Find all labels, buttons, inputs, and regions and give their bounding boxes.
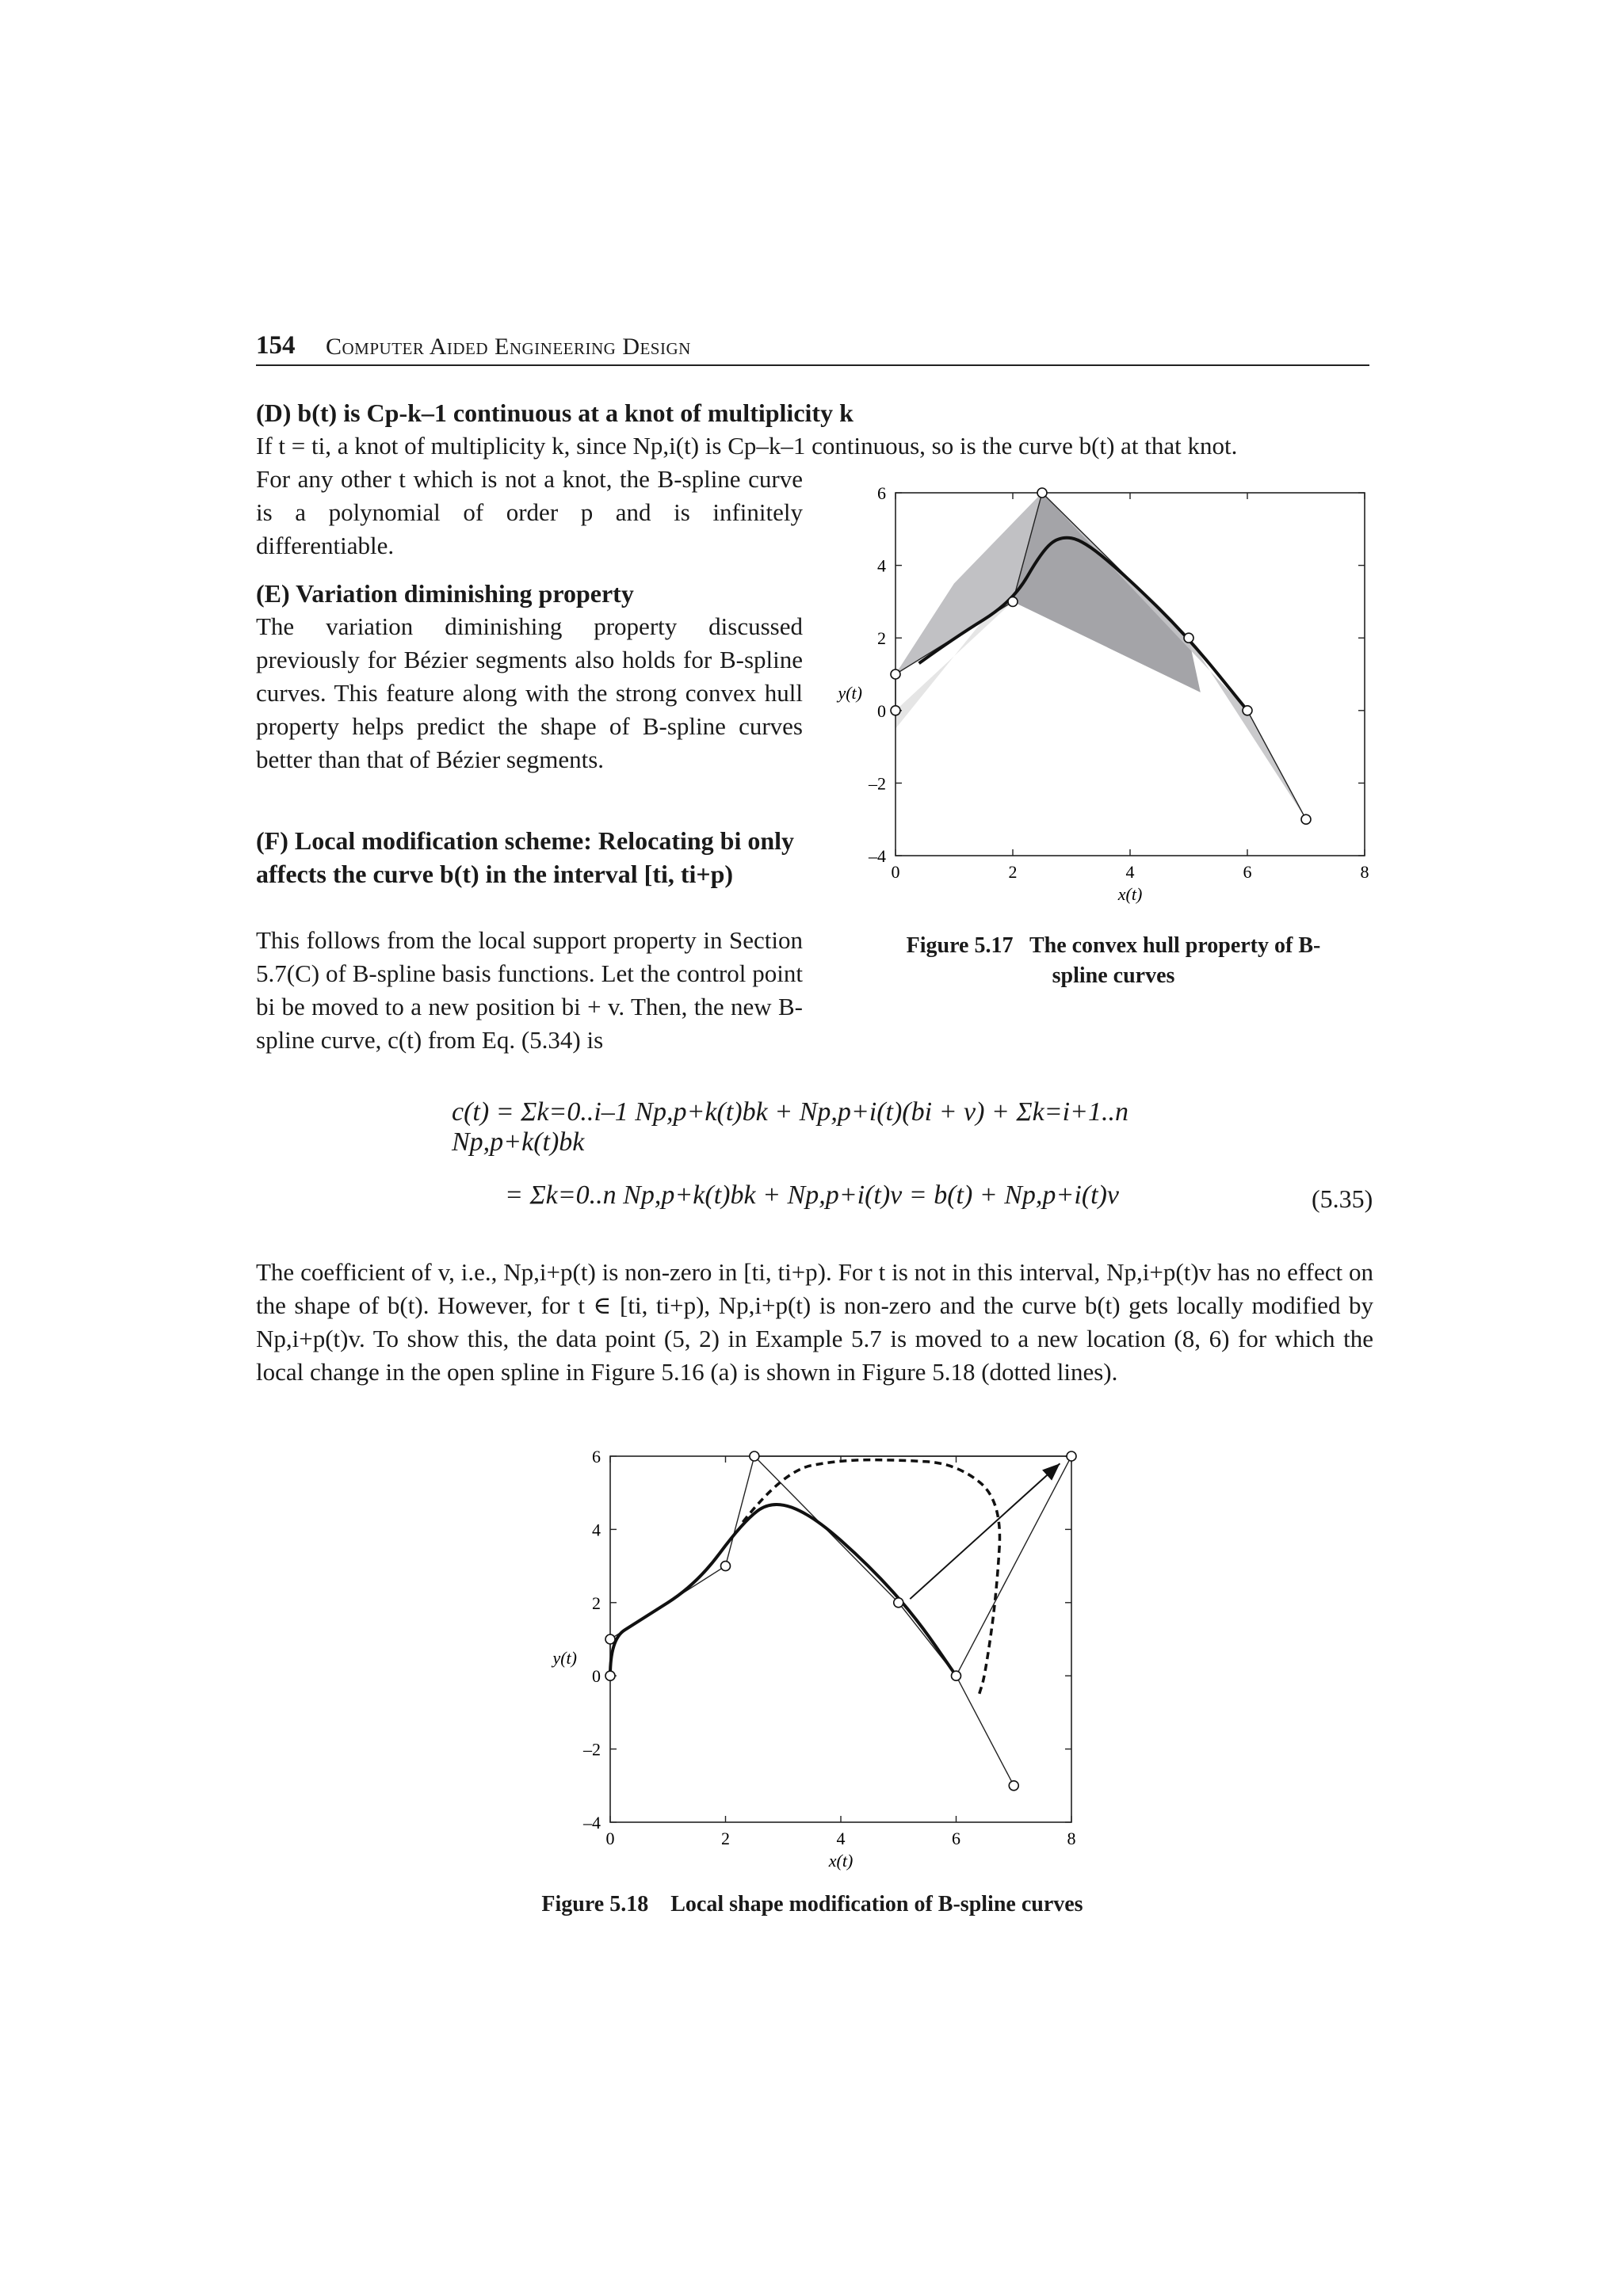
fig517-y-tick-label-2: 2 [877, 628, 886, 649]
figure-5-17-caption [884, 931, 1343, 991]
fig517-x-tick-label-2: 4 [1125, 862, 1135, 882]
fig518-control-point-6 [1009, 1781, 1018, 1791]
section-d-line: If t = ti, a knot of multiplicity k, since Np,i(t) is Cp–k–1 continuous, so is the curve b(t) at that knot. [256, 432, 1238, 460]
fig518-axes-frame [610, 1456, 1071, 1822]
fig518-control-point-3 [750, 1451, 759, 1461]
fig517-axes-frame [896, 493, 1365, 856]
equation-number: (5.35) [1312, 1184, 1373, 1213]
figure-5-17-text: The convex hull property of B-spline curves [1029, 933, 1321, 988]
fig518-y-tick-label-3: 0 [592, 1666, 601, 1687]
fig518-y-tick-label-1: 4 [592, 1520, 601, 1540]
fig517-control-point-6 [1301, 814, 1311, 824]
fig518-control-point-1 [605, 1634, 615, 1644]
fig518-control-polygon [610, 1456, 1014, 1786]
equation-line-1: c(t) = Σk=0..i–1 Np,p+k(t)bk + Np,p+i(t)(bi + v) + Σk=i+1..n Np,p+k(t)bk [452, 1097, 1129, 1157]
fig518-modified-polygon [754, 1456, 1071, 1676]
figure-5-18-caption [412, 1890, 1212, 1920]
fig517-y-axis-label: y(t) [838, 682, 862, 703]
fig518-control-point-5 [952, 1671, 961, 1680]
figure-5-18-text: Local shape modification of B-spline curves [670, 1892, 1083, 1917]
running-title: Computer Aided Engineering Design [326, 334, 691, 360]
section-d-paragraph: For any other t which is not a knot, the B-spline curve is a polynomial of order p and is infinitely differentiable. [256, 465, 803, 559]
section-d-heading: (D) b(t) is Cp-k–1 continuous at a knot of multiplicity k [256, 399, 854, 427]
fig517-y-tick-label-1: 4 [877, 555, 886, 576]
fig518-moved-point [1067, 1451, 1076, 1461]
fig517-y-tick-label-3: 0 [877, 700, 886, 721]
fig517-x-tick-label-0: 0 [891, 862, 900, 882]
figure-5-17-label: Figure 5.17 [906, 933, 1014, 958]
fig517-y-tick-label-5: –4 [869, 846, 886, 866]
fig518-modified-curve [743, 1460, 999, 1695]
fig517-control-point-1 [891, 669, 900, 679]
section-f-paragraph: This follows from the local support property in Section 5.7(C) of B-spline basis functions. Let the control point bi be moved to a new position bi + v. Then, the new B-spline curve, c(t) from Eq. (5.34) is [256, 926, 803, 1054]
fig518-y-axis-label: y(t) [552, 1648, 577, 1669]
section-e-heading: (E) Variation diminishing property [256, 579, 634, 608]
fig517-control-point-0 [891, 706, 900, 715]
fig518-y-tick-label-0: 6 [592, 1447, 601, 1466]
fig518-y-tick-label-2: 2 [592, 1592, 601, 1613]
section-f-heading: (F) Local modification scheme: Relocating bi only affects the curve b(t) in the interval [ti, ti+p) [256, 826, 795, 888]
fig518-original-curve [610, 1505, 957, 1676]
fig518-x-tick-label-3: 6 [952, 1829, 960, 1848]
running-header [256, 331, 1369, 366]
fig517-x-tick-label-3: 6 [1243, 862, 1252, 882]
figure-5-18-label: Figure 5.18 [541, 1892, 649, 1917]
fig517-x-tick-label-4: 8 [1360, 862, 1369, 882]
page-number: 154 [256, 331, 296, 360]
fig517-x-axis-label: x(t) [1117, 884, 1143, 904]
fig517-y-tick-label-4: –2 [869, 773, 886, 794]
fig517-control-point-2 [1008, 597, 1018, 606]
section-e-paragraph: The variation diminishing property discussed previously for Bézier segments also holds for B-spline curves. This feature along with the strong convex hull property helps predict the shape of B-spline curves better than that of Bézier segments. [256, 612, 803, 773]
fig517-control-point-3 [1037, 488, 1047, 498]
fig518-y-tick-label-5: –4 [583, 1813, 601, 1833]
fig518-x-tick-label-2: 4 [836, 1829, 846, 1848]
paragraph-coefficient: The coefficient of v, i.e., Np,i+p(t) is non-zero in [ti, ti+p). For t is not in this interval, Np,i+p(t)v has no effect on the shape of b(t). However, for t ∈ [ti, ti+p), Np,i+p(t) is non-zero and the curve b(t) gets locally modified by Np,i+p(t)v. To show this, the data point (5, 2) in Example 5.7 is moved to a new location (8, 6) for which the local change in the open spline in Figure 5.16 (a) is shown in Figure 5.18 (dotted lines). [256, 1258, 1373, 1386]
fig518-x-tick-label-1: 2 [721, 1829, 730, 1848]
fig517-x-tick-label-1: 2 [1008, 862, 1018, 882]
fig517-control-point-4 [1184, 633, 1193, 643]
equation-line-2: = Σk=0..n Np,p+k(t)bk + Np,p+i(t)v = b(t) + Np,p+i(t)v [505, 1180, 1119, 1210]
fig518-y-tick-label-4: –2 [583, 1739, 601, 1760]
fig517-control-polygon [896, 493, 1306, 819]
fig517-control-point-5 [1243, 706, 1252, 715]
fig517-y-tick-label-0: 6 [877, 483, 886, 503]
fig517-hull-region-2 [1013, 493, 1201, 692]
fig518-x-axis-label: x(t) [828, 1851, 854, 1871]
fig518-x-tick-label-4: 8 [1067, 1829, 1076, 1848]
fig518-x-tick-label-0: 0 [605, 1829, 615, 1848]
fig518-arrow-shaft [910, 1463, 1060, 1599]
fig518-control-point-2 [721, 1562, 731, 1571]
fig518-control-point-4 [894, 1598, 903, 1608]
figure-5-18-plot [515, 1434, 1094, 1878]
fig518-control-point-0 [605, 1671, 615, 1680]
figure-5-17-plot [800, 475, 1387, 919]
